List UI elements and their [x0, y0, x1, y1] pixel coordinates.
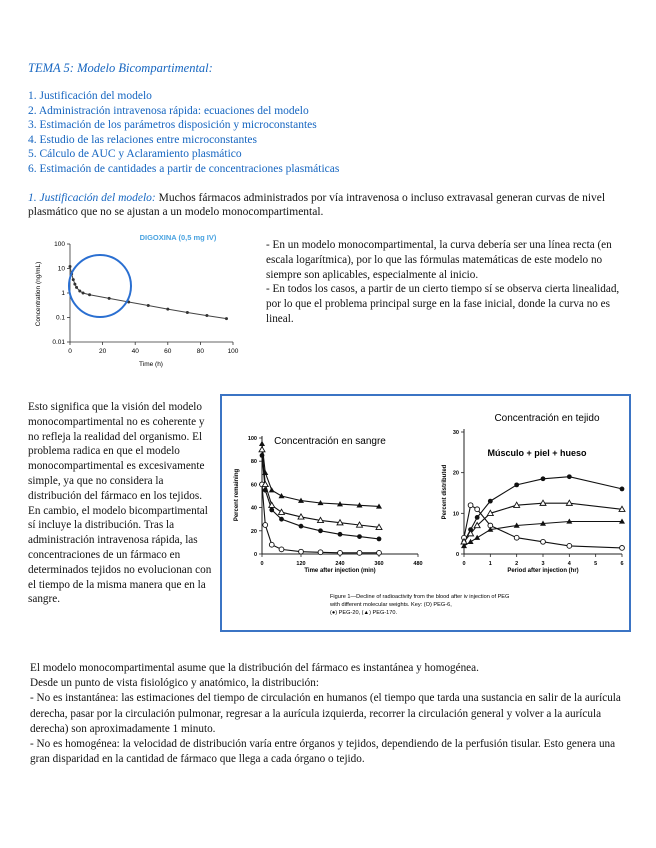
data-point — [377, 550, 382, 555]
toc-item[interactable]: 3. Estimación de los parámetros disposición y microconstantes — [28, 119, 317, 132]
data-point — [259, 441, 265, 446]
highlight-circle — [69, 255, 131, 317]
data-point — [338, 532, 343, 537]
data-point — [186, 311, 189, 314]
figure-caption-line: Figure 1—Decline of radioactivity from the blood after iv injection of PEG — [330, 594, 510, 600]
data-point — [299, 524, 304, 529]
data-point — [567, 474, 572, 479]
data-point — [318, 528, 323, 533]
figure-frame — [220, 394, 631, 632]
y-tick-label: 80 — [250, 459, 257, 466]
data-point — [620, 487, 625, 492]
bullet-item: - En un modelo monocompartimental, la curva debería ser una línea recta (en escala logarítmica), por lo que las fórmulas matemáticas de este modelo no siempre son aplicables, especialmente al inicio. — [266, 239, 612, 281]
data-point — [377, 537, 382, 542]
data-point — [475, 507, 480, 512]
x-tick-label: 100 — [227, 348, 239, 355]
y-tick-label: 10 — [452, 511, 459, 518]
series-line — [262, 450, 379, 528]
intro-paragraph — [28, 191, 632, 219]
x-tick-label: 0 — [260, 561, 264, 567]
data-point — [69, 265, 72, 268]
y-tick-label: 60 — [250, 482, 257, 489]
y-tick-label: 1 — [61, 290, 65, 297]
data-point — [225, 317, 228, 320]
data-point — [468, 539, 474, 544]
x-axis-label: Time (h) — [139, 361, 163, 368]
x-tick-label: 120 — [296, 561, 306, 567]
toc-item[interactable]: 5. Cálculo de AUC y Aclaramiento plasmático — [28, 148, 242, 161]
data-point — [514, 535, 519, 540]
y-tick-label: 0.1 — [55, 314, 65, 322]
data-point — [75, 286, 78, 289]
y-tick-label: 100 — [247, 436, 257, 442]
data-point — [147, 304, 150, 307]
paragraph-line: - No es homogénea: la velocidad de distribución varía entre órganos y tejidos, dependiendo de la perfusión tisular. Esto genera una gran disparidad en la cantidad de fármaco que llega a cada órgano o tejido. — [30, 738, 616, 766]
y-axis-label: Concentration (ng/mL) — [35, 261, 42, 327]
blood-tissue-figure — [222, 396, 629, 630]
y-tick-label: 100 — [54, 241, 65, 248]
data-point — [73, 283, 76, 286]
data-point — [259, 447, 265, 452]
data-point — [620, 546, 625, 551]
y-axis-label: Percent remaining — [234, 468, 240, 522]
data-point — [263, 523, 268, 528]
paragraph-line: Desde un punto de vista fisiológico y anatómico, la distribución: — [30, 677, 319, 690]
page-title: TEMA 5: Modelo Bicompartimental: — [28, 61, 213, 75]
data-point — [357, 550, 362, 555]
data-point — [279, 509, 285, 514]
data-point — [541, 539, 546, 544]
x-tick-label: 240 — [335, 561, 345, 567]
data-point — [269, 542, 274, 547]
data-point — [541, 476, 546, 481]
section-heading: 1. Justificación del modelo: — [28, 192, 156, 204]
paragraph-line: - No es instantánea: las estimaciones del tiempo de circulación en humanos (el tiempo que tarda una sustancia en salir de la aurícula derecha, pasar por la circulación pulmonar, regresar a la aurícula izquierda, recorrer la circulación general y volver a la aurícula derecha) son aproximadamente 1 minuto. — [30, 692, 621, 735]
side-paragraph: Esto significa que la visión del modelo monocompartimental no es coherente y no refleja la realidad del organismo. El problema radica en que el modelo monocompartimental es excesivamente simple, ya que no considera la distribución del fármaco en los tejidos. En cambio, el modelo bicompartimental sí incluye la distribución. Tras la administración intravenosa rápida, las concentraciones de un fármaco en determinados tejidos no evolucionan con el tiempo de la misma manera que en la sangre. — [28, 401, 212, 606]
bottom-text — [30, 661, 630, 767]
table-of-contents — [28, 89, 339, 177]
y-tick-label: 20 — [452, 470, 459, 477]
chart-title: DIGOXINA (0,5 mg IV) — [139, 233, 217, 242]
series-line — [464, 477, 622, 542]
x-tick-label: 40 — [131, 348, 139, 355]
intro-text: Muchos fármacos administrados por vía intravenosa o incluso extravasal generan curvas de nivel plasmático que no se ajustan a un modelo monocompartimental. — [28, 192, 606, 219]
data-point — [279, 493, 285, 498]
x-tick-label: 1 — [488, 561, 492, 567]
series-line — [70, 267, 227, 319]
data-point — [488, 499, 493, 504]
x-axis-label: Period after injection (hr) — [507, 568, 579, 574]
x-tick-label: 20 — [98, 348, 107, 355]
data-point — [205, 314, 208, 317]
y-tick-label: 0.01 — [52, 339, 65, 346]
data-point — [82, 292, 85, 295]
data-point — [279, 547, 284, 552]
data-point — [72, 278, 75, 281]
chart-title: Concentración en sangre — [274, 436, 386, 447]
x-tick-label: 80 — [196, 348, 205, 355]
x-tick-label: 480 — [413, 561, 423, 567]
data-point — [357, 534, 362, 539]
x-tick-label: 2 — [515, 561, 519, 567]
toc-item[interactable]: 1. Justificación del modelo — [28, 90, 152, 102]
data-point — [567, 543, 572, 548]
x-tick-label: 5 — [594, 561, 598, 567]
data-point — [279, 517, 284, 522]
x-tick-label: 0 — [68, 348, 72, 355]
y-tick-label: 20 — [250, 528, 257, 535]
toc-item[interactable]: 2. Administración intravenosa rápida: ecuaciones del modelo — [28, 104, 309, 117]
x-tick-label: 4 — [567, 561, 571, 567]
y-tick-label: 0 — [455, 552, 459, 558]
data-point — [514, 482, 519, 487]
toc-item[interactable]: 4. Estudio de las relaciones entre microconstantes — [28, 133, 257, 146]
y-tick-label: 30 — [452, 430, 459, 436]
chart-title: Concentración en tejido — [494, 413, 600, 424]
data-point — [269, 508, 274, 513]
bullet-list — [266, 238, 626, 327]
x-tick-label: 3 — [541, 561, 545, 567]
data-point — [474, 535, 480, 540]
x-tick-label: 0 — [462, 561, 466, 567]
chart-subtitle: Músculo + piel + hueso — [487, 448, 587, 458]
data-point — [338, 550, 343, 555]
y-tick-label: 40 — [250, 505, 257, 512]
y-tick-label: 0 — [253, 552, 257, 558]
y-axis-label: Percent distributed — [442, 464, 448, 520]
x-tick-label: 360 — [374, 561, 384, 567]
data-point — [269, 487, 275, 492]
data-point — [78, 290, 81, 293]
data-point — [299, 549, 304, 554]
x-tick-label: 60 — [164, 348, 172, 355]
x-axis-label: Time after injection (min) — [304, 568, 376, 574]
digoxin-chart — [28, 228, 248, 368]
data-point — [318, 550, 323, 555]
bullet-item: - En todos los casos, a partir de un cierto tiempo sí se observa cierta linealidad, por lo que el problema principal surge en la fase inicial, donde la curva no es lineal. — [266, 283, 620, 325]
figure-caption-line: (●) PEG-20, (▲) PEG-170. — [330, 610, 398, 616]
data-point — [468, 503, 473, 508]
data-point — [166, 308, 169, 311]
x-tick-label: 6 — [620, 561, 624, 567]
paragraph-line: El modelo monocompartimental asume que la distribución del fármaco es instantánea y homogénea. — [30, 662, 479, 674]
data-point — [88, 293, 91, 296]
y-tick-label: 10 — [57, 265, 65, 273]
figure-caption-line: with different molecular weights. Key: (O) PEG-6, — [330, 602, 452, 608]
toc-item[interactable]: 6. Estimación de cantidades a partir de concentraciones plasmáticas — [28, 162, 340, 175]
data-point — [475, 515, 480, 520]
data-point — [108, 297, 111, 300]
